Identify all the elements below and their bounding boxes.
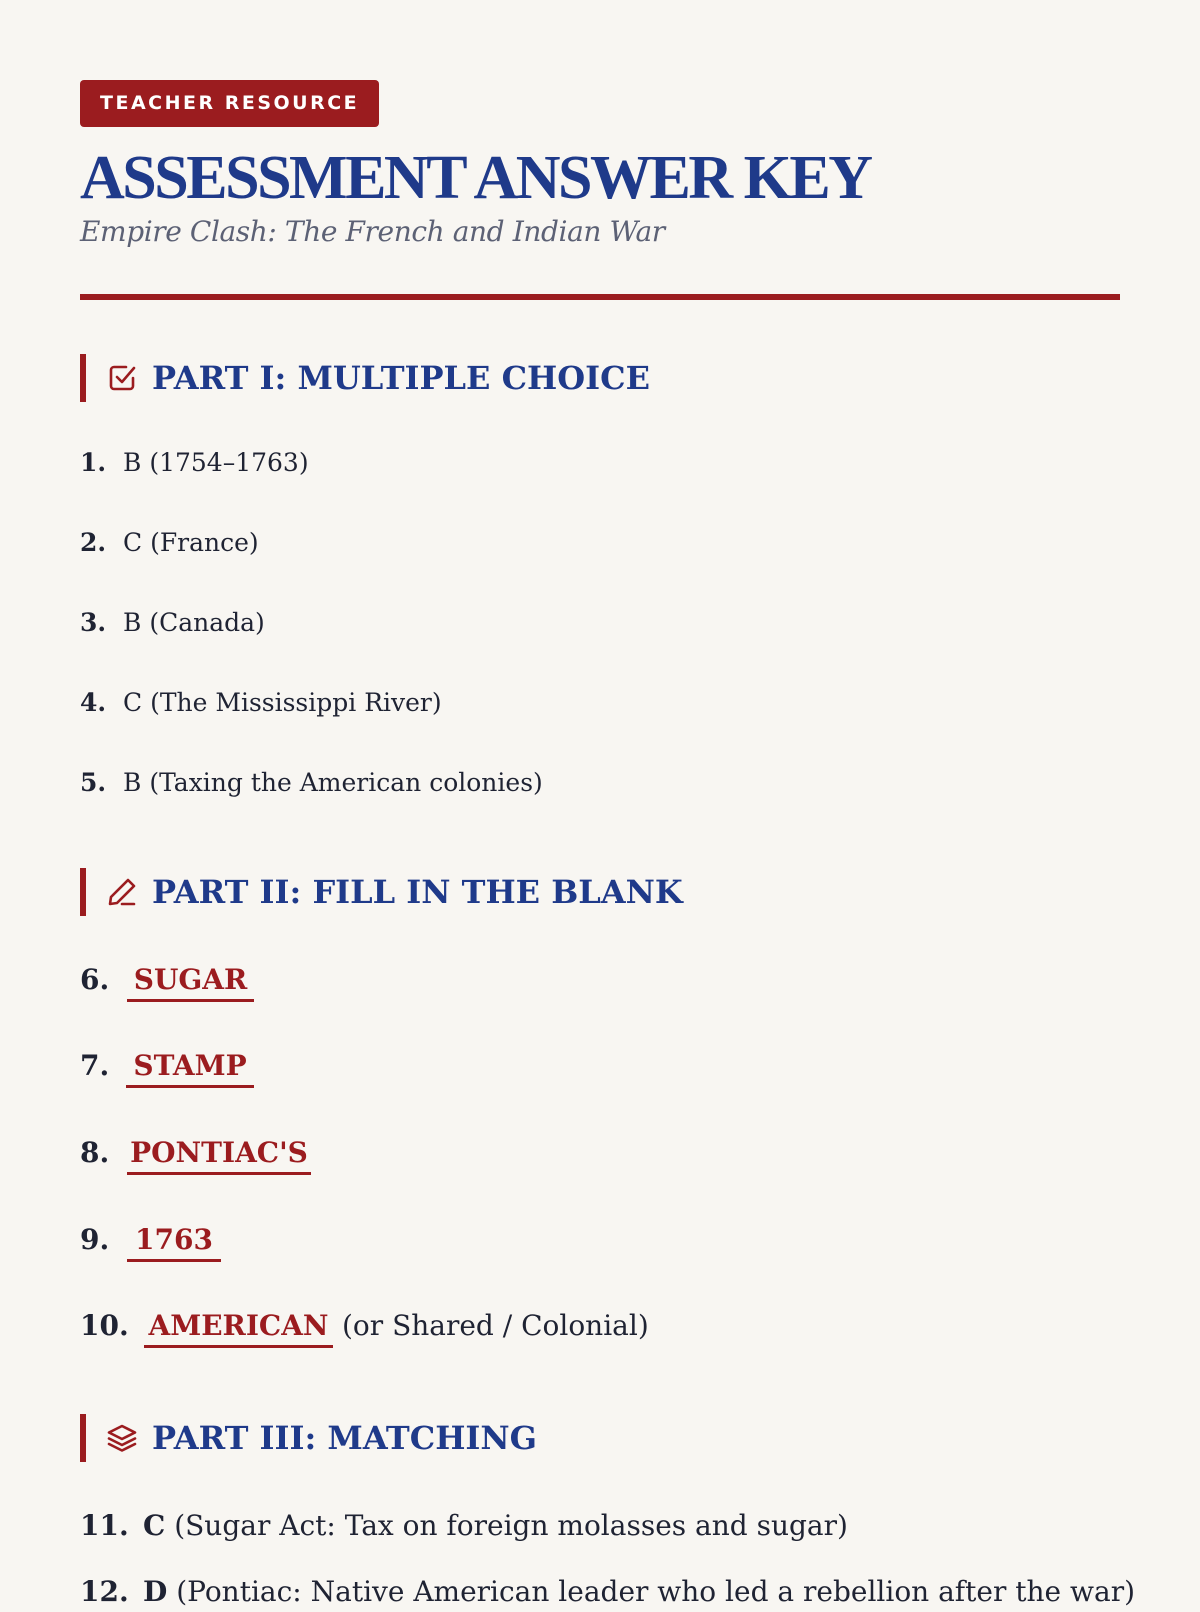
item-number: 6. — [80, 963, 110, 996]
layers-icon — [106, 1422, 138, 1454]
item-answer: C (France) — [123, 527, 259, 557]
alternate-answers: (or Shared / Colonial) — [342, 1309, 649, 1342]
item-number: 3. — [80, 607, 107, 637]
item-number: 5. — [80, 767, 107, 797]
pencil-icon — [106, 876, 138, 908]
mc-item-3 — [80, 604, 265, 640]
item-number: 11. — [80, 1509, 129, 1542]
mc-item-1 — [80, 444, 309, 480]
mc-item-4 — [80, 684, 442, 720]
part3-title: PART III: MATCHING — [152, 1419, 537, 1457]
item-number: 9. — [80, 1223, 110, 1256]
part1-header — [80, 354, 650, 402]
section-accent-bar — [80, 1414, 86, 1462]
item-number: 7. — [80, 1049, 110, 1082]
fill-blank-item-6 — [80, 958, 680, 1002]
answer-blank: 1763 — [127, 1218, 221, 1262]
match-letter: D — [143, 1575, 168, 1608]
part1-title: PART I: MULTIPLE CHOICE — [152, 359, 650, 397]
item-answer: B (Taxing the American colonies) — [123, 767, 543, 797]
fill-blank-item-8 — [80, 1131, 680, 1175]
item-number: 10. — [80, 1309, 129, 1342]
mc-item-5 — [80, 764, 543, 800]
item-number: 8. — [80, 1136, 110, 1169]
item-number: 4. — [80, 687, 107, 717]
item-answer: B (1754–1763) — [123, 447, 309, 477]
mc-item-2 — [80, 524, 259, 560]
fill-blank-item-7 — [80, 1044, 680, 1088]
part3-header — [80, 1414, 537, 1462]
checkbox-icon — [106, 362, 138, 394]
answer-blank: AMERICAN — [144, 1304, 333, 1348]
answer-blank: STAMP — [126, 1044, 254, 1088]
item-number: 2. — [80, 527, 107, 557]
part2-header — [80, 868, 683, 916]
item-answer: C (The Mississippi River) — [123, 687, 442, 717]
item-number: 12. — [80, 1575, 129, 1608]
section-accent-bar — [80, 868, 86, 916]
answer-blank: PONTIAC'S — [127, 1131, 311, 1175]
page-subtitle: Empire Clash: The French and Indian War — [80, 215, 665, 248]
match-description: (Sugar Act: Tax on foreign molasses and sugar) — [174, 1509, 848, 1542]
section-accent-bar — [80, 354, 86, 402]
answer-blank: SUGAR — [127, 958, 254, 1002]
page-title: ASSESSMENT ANSWER KEY — [80, 144, 871, 212]
fill-blank-item-9 — [80, 1218, 680, 1262]
item-number: 1. — [80, 447, 107, 477]
match-letter: C — [143, 1509, 166, 1542]
match-description: (Pontiac: Native American leader who led a rebellion after the war) — [176, 1575, 1135, 1608]
item-answer: B (Canada) — [123, 607, 265, 637]
matching-item-12 — [80, 1572, 1135, 1612]
part2-title: PART II: FILL IN THE BLANK — [152, 873, 683, 911]
matching-item-11 — [80, 1506, 848, 1546]
title-divider — [80, 294, 1120, 300]
fill-blank-item-10 — [80, 1304, 880, 1348]
teacher-resource-badge: TEACHER RESOURCE — [80, 80, 379, 127]
